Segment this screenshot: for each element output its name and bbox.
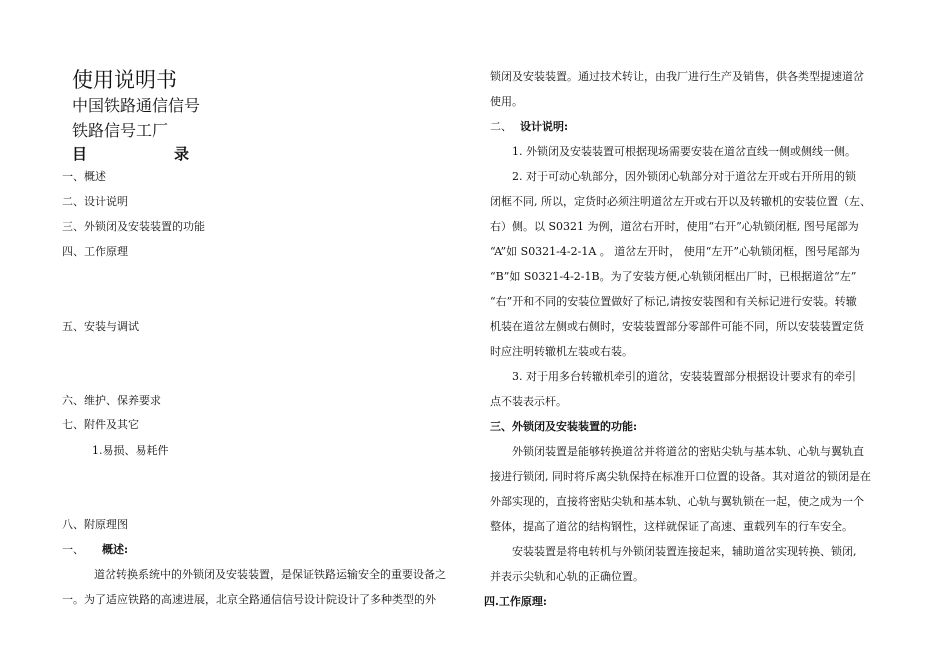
toc-heading-1: 目 — [72, 145, 88, 163]
toc-item-install: 五、安装与调试 — [62, 320, 139, 333]
section2-item2-line5: “B”如 S0321-4-2-1B。为了安装方便,心轨锁闭框出厂时，已根据道岔“左” — [490, 270, 857, 283]
section3-para1-line3: 外部实现的，直接将密贴尖轨和基本轨、心轨与翼轨锁在一起，使之成为一个 — [490, 495, 864, 508]
document-subtitle-org: 中国铁路通信信号 — [72, 96, 201, 115]
section1-number: 一、 — [62, 543, 84, 556]
section3-para1-line1: 外锁闭装置是能够转换道岔并将道岔的密贴尖轨与基本轨、心轨与翼轨直 — [512, 445, 864, 458]
section1-text-line1: 道岔转换系统中的外锁闭及安装装置，是保证铁路运输安全的重要设备之 — [94, 568, 446, 581]
section2-item2-line4: “A”如 S0321-4-2-1A 。 道岔左开时， 使用“左开”心轨锁闭框，图号尾部为 — [490, 245, 861, 258]
toc-item-diagram: 八、附原理图 — [62, 518, 128, 531]
section2-item2-line8: 时应注明转辙机左装或右装。 — [490, 345, 633, 358]
section1-heading: 概述: — [102, 543, 129, 556]
section2-item1: 1. 外锁闭及安装装置可根据现场需要安装在道岔直线一侧或侧线一侧。 — [512, 145, 856, 158]
right-text-line2: 使用。 — [490, 95, 523, 108]
right-text-line1: 锁闭及安装装置。通过技术转让，由我厂进行生产及销售，供各类型提速道岔 — [490, 70, 864, 83]
document-subtitle-factory: 铁路信号工厂 — [72, 121, 169, 140]
toc-subitem-consumables: 1.易损、易耗件 — [92, 444, 169, 457]
section3-para2-line1: 安装装置是将电转机与外锁闭装置连接起来，辅助道岔实现转换、锁闭, — [512, 545, 857, 558]
document-title: 使用说明书 — [72, 68, 177, 92]
section2-item2-line6: “右”开和不同的安装位置做好了标记,请按安装图和有关标记进行安装。转辙 — [490, 295, 857, 308]
section4-heading: 四.工作原理: — [484, 595, 547, 608]
toc-item-principle: 四、工作原理 — [62, 245, 128, 258]
section1-text-line2: 一。为了适应铁路的高速进展，北京全路通信信号设计院设计了多种类型的外 — [62, 593, 436, 606]
section3-para1-line2: 接进行锁闭, 同时将斥离尖轨保持在标准开口位置的设备。其对道岔的锁闭是在 — [490, 470, 871, 483]
toc-item-overview: 一、概述 — [62, 170, 106, 183]
section2-number: 二、 — [490, 120, 512, 133]
section2-item2-line2: 闭框不同, 所以，定货时必须注明道岔左开或右开以及转辙机的安装位置（左、 — [490, 195, 871, 208]
toc-item-attachments: 七、附件及其它 — [62, 418, 139, 431]
section2-item3-line2: 点不装表示杆。 — [490, 395, 567, 408]
toc-item-maintenance: 六、维护、保养要求 — [62, 394, 161, 407]
section2-item2-line1: 2. 对于可动心轨部分，因外锁闭心轨部分对于道岔左开或右开所用的锁 — [512, 170, 856, 183]
section3-heading: 三、外锁闭及安装装置的功能: — [490, 420, 638, 433]
section2-item3-line1: 3. 对于用多台转辙机牵引的道岔，安装装置部分根据设计要求有的牵引 — [512, 370, 856, 383]
toc-item-function: 三、外锁闭及安装装置的功能 — [62, 220, 205, 233]
section2-heading: 设计说明: — [520, 120, 569, 133]
toc-heading-2: 录 — [174, 145, 190, 163]
section3-para2-line2: 并表示尖轨和心轨的正确位置。 — [490, 570, 644, 583]
section3-para1-line4: 整体，提高了道岔的结构钢性，这样就保证了高速、重载列车的行车安全。 — [490, 520, 853, 533]
toc-item-design: 二、设计说明 — [62, 195, 128, 208]
section2-item2-line7: 机装在道岔左侧或右侧时，安装装置部分零部件可能不同，所以安装装置定货 — [490, 320, 864, 333]
section2-item2-line3: 右）侧。以 S0321 为例，道岔右开时，使用“右开”心轨锁闭框, 图号尾部为 — [490, 220, 859, 233]
